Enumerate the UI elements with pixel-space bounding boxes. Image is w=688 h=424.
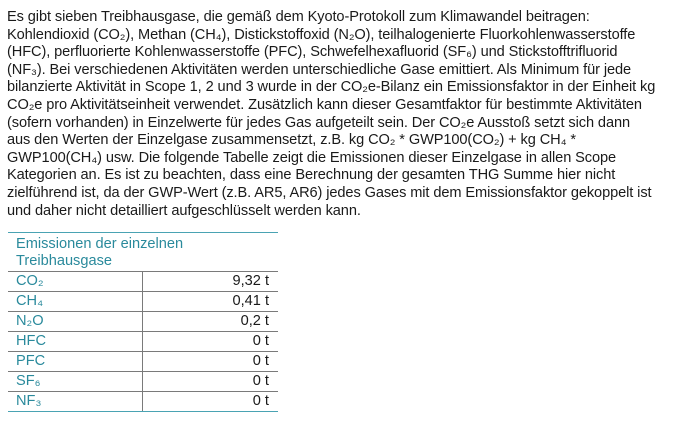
table-row <box>8 372 278 392</box>
gas-name: N₂O <box>8 312 143 332</box>
gas-name: CH₄ <box>8 292 143 312</box>
gas-name: SF₆ <box>8 372 143 392</box>
gas-name: HFC <box>8 332 143 352</box>
table-row <box>8 312 278 332</box>
table-header-row <box>8 233 278 272</box>
table-row <box>8 352 278 372</box>
paragraph-line: und daher nicht detailliert aufgeschlüsselt werden kann. <box>7 202 361 219</box>
paragraph-line: GWP100(CH₄) usw. Die folgende Tabelle zeigt die Emissionen dieser Einzelgase in allen Scope <box>7 149 617 166</box>
gas-value: 0,2 t <box>143 312 279 332</box>
table-header <box>8 233 278 272</box>
gas-value: 9,32 t <box>143 272 279 292</box>
gas-name: NF₃ <box>8 392 143 412</box>
paragraph-line: aus den Werten der Einzelgase zusammensetzt, z.B. kg CO₂ * GWP100(CO₂) + kg CH₄ * <box>7 132 576 149</box>
paragraph-line: bilanzierte Aktivität in Scope 1, 2 und 3 wurde in der CO₂e-Bilanz ein Emissionsfaktor in der Einheit kg <box>7 79 656 96</box>
paragraph-line: Kohlendioxid (CO₂), Methan (CH₄), Distickstoffoxid (N₂O), teilhalogenierte Fluorkohlenwasserstoffe <box>7 26 636 43</box>
gas-value: 0 t <box>143 372 279 392</box>
table-row <box>8 272 278 292</box>
paragraph-line: CO₂e pro Aktivitätseinheit verwendet. Zusätzlich kann dieser Gesamtfaktor für bestimmte Aktivitäten <box>7 96 642 113</box>
gas-value: 0 t <box>143 352 279 372</box>
paragraph-line: Es gibt sieben Treibhausgase, die gemäß dem Kyoto-Protokoll zum Klimawandel beitragen: <box>7 9 590 25</box>
emissions-table <box>8 232 278 412</box>
gas-value: 0 t <box>143 392 279 412</box>
intro-paragraph <box>7 9 683 220</box>
paragraph-line: (HFC), perfluorierte Kohlenwasserstoffe (PFC), Schwefelhexafluorid (SF₆) und Stickstofftrifluorid <box>7 44 618 61</box>
gas-value: 0 t <box>143 332 279 352</box>
gas-name: PFC <box>8 352 143 372</box>
table-header-line: Emissionen der einzelnen <box>16 236 184 252</box>
gas-value: 0,41 t <box>143 292 279 312</box>
paragraph-line: Kategorien an. Es ist zu beachten, dass eine Berechnung der gesamten THG Summe hier nicht <box>7 167 616 184</box>
gas-name: CO₂ <box>8 272 143 292</box>
table-row <box>8 332 278 352</box>
table-row <box>8 392 278 412</box>
table-header-line: Treibhausgase <box>16 253 112 269</box>
paragraph-line: zielführend ist, da der GWP-Wert (z.B. AR5, AR6) jedes Gases mit dem Emissionsfaktor gekoppelt ist <box>7 184 652 201</box>
table-row <box>8 292 278 312</box>
paragraph-line: (sofern vorhanden) in Einzelwerte für jedes Gas aufgeteilt sein. Der CO₂e Ausstoß setzt sich dann <box>7 114 630 131</box>
paragraph-line: (NF₃). Bei verschiedenen Aktivitäten werden unterschiedliche Gase emittiert. Als Minimum für jede <box>7 61 632 78</box>
